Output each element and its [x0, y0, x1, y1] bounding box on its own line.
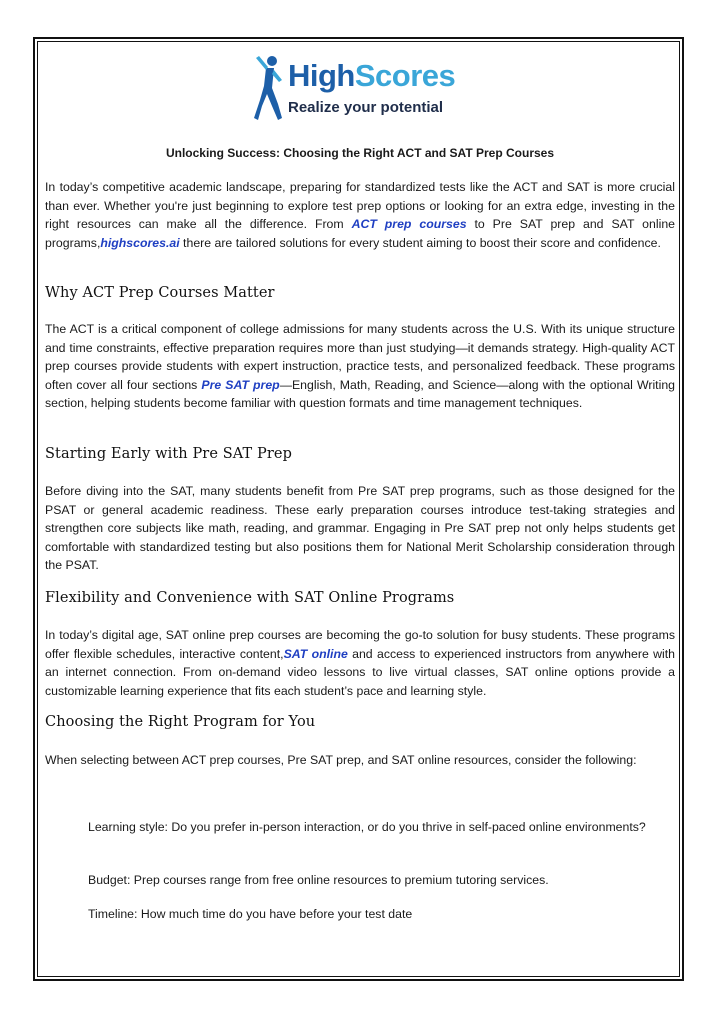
section-heading-choosing: Choosing the Right Program for You	[45, 714, 316, 730]
intro-text-2: to Pre SAT prep and SAT online programs,	[45, 217, 675, 250]
list-item-timeline: Timeline: How much time do you have before your test date	[88, 907, 413, 921]
section-heading-sat-online: Flexibility and Convenience with SAT Online Programs	[45, 590, 455, 606]
highscores-logo	[252, 54, 467, 124]
sat-online-text-2: and access to experienced instructors from anywhere with an internet connection. From on-demand video lessons to live virtual classes, SAT online options provide a customizable learning experience that fits each student’s pace and learning style.	[45, 646, 675, 698]
document-title: Unlocking Success: Choosing the Right ACT and SAT Prep Courses	[165, 146, 555, 160]
list-item-budget: Budget: Prep courses range from free online resources to premium tutoring services.	[88, 873, 549, 887]
section-body-choosing	[45, 751, 675, 770]
sat-online-link[interactable]: SAT online	[283, 646, 348, 661]
section-body-pre-sat	[45, 482, 675, 575]
section-body-sat-online	[45, 626, 675, 700]
highscores-link[interactable]: highscores.ai	[100, 235, 180, 250]
logo-brand-part1: High	[288, 58, 355, 93]
section-heading-act: Why ACT Prep Courses Matter	[45, 285, 275, 301]
pre-sat-text: Before diving into the SAT, many students benefit from Pre SAT prep programs, such as those designed for the PSAT or general academic readiness. These early preparation courses introduce test-taking strategies and strengthen core subjects like math, reading, and grammar. Engaging in Pre SAT prep not only helps students get comfortable with standardized testing but also positions them for National Merit Scholarship consideration through the PSAT.	[45, 484, 675, 572]
act-prep-courses-link[interactable]: ACT prep courses	[351, 217, 467, 231]
logo-brand-part2: Scores	[354, 58, 456, 93]
act-text-1: The ACT is a critical component of college admissions for many students across the U.S. With its unique structure and time constraints, effective preparation requires more than just studying—it demands strategy. High-quality ACT prep courses provide students with expert instruction, practice tests, and personalized feedback. These programs often cover all four sections	[45, 322, 675, 392]
choosing-text: When selecting between ACT prep courses, Pre SAT prep, and SAT online resources, consider the following:	[45, 753, 637, 767]
intro-paragraph	[45, 178, 675, 252]
logo-tagline: Realize your potential	[288, 99, 444, 116]
section-heading-pre-sat: Starting Early with Pre SAT Prep	[45, 446, 292, 462]
runner-icon	[252, 54, 286, 122]
pre-sat-prep-link[interactable]: Pre SAT prep	[201, 377, 280, 392]
sat-online-text-1: In today’s digital age, SAT online prep courses are becoming the go-to solution for busy students. These programs offer flexible schedules, interactive content,	[45, 628, 675, 661]
logo-brand	[288, 58, 455, 94]
section-body-act	[45, 320, 675, 413]
intro-text-3: there are tailored solutions for every student aiming to boost their score and confidence.	[179, 235, 661, 250]
act-text-2: —English, Math, Reading, and Science—along with the optional Writing section, helping students become familiar with question formats and time management techniques.	[45, 377, 675, 410]
intro-text-1: In today’s competitive academic landscape, preparing for standardized tests like the ACT and SAT is more crucial than ever. Whether you're just beginning to explore test prep options or looking for an extra edge, investing in the right resources can make all the difference. From	[45, 180, 675, 231]
list-item-learning-style: Learning style: Do you prefer in-person interaction, or do you thrive in self-paced online environments?	[88, 820, 646, 834]
